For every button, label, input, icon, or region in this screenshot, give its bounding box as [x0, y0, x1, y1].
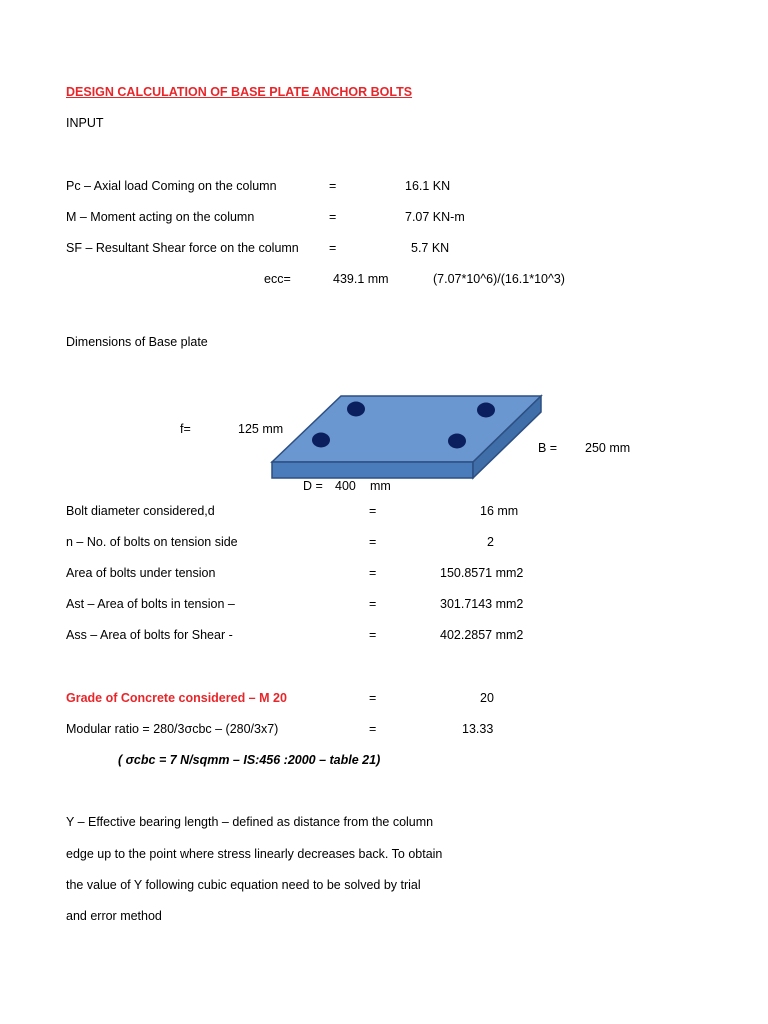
bolt-diameter-label: Bolt diameter considered,d: [66, 504, 215, 518]
modular-ratio-value: 13.33: [462, 722, 494, 736]
f-label: f=: [180, 422, 191, 436]
dimensions-heading: Dimensions of Base plate: [66, 335, 208, 349]
ast-value: 301.7143 mm2: [440, 597, 524, 611]
input-equals: =: [329, 210, 337, 224]
concrete-grade-value: 20: [480, 691, 494, 705]
d-value: 400: [335, 479, 356, 493]
input-value-moment: 7.07 KN-m: [405, 210, 465, 224]
bolt-area-tension-label: Area of bolts under tension: [66, 566, 216, 580]
modular-equals: =: [369, 722, 377, 736]
d-unit: mm: [370, 479, 391, 493]
bolt-equals: =: [369, 597, 377, 611]
page-title: DESIGN CALCULATION OF BASE PLATE ANCHOR BOLTS: [66, 85, 413, 99]
bolt-equals: =: [369, 535, 377, 549]
input-value-axial-load: 16.1 KN: [405, 179, 451, 193]
bolt-diameter-value: 16 mm: [480, 504, 519, 518]
ecc-value: 439.1 mm: [333, 272, 389, 286]
bolt-equals: =: [369, 566, 377, 580]
bolt-equals: =: [369, 504, 377, 518]
bolt-count-label: n – No. of bolts on tension side: [66, 535, 238, 549]
input-label-shear: SF – Resultant Shear force on the column: [66, 241, 299, 255]
b-value: 250 mm: [585, 441, 631, 455]
plate-front-face: [272, 462, 473, 478]
bolt-hole: [477, 403, 495, 418]
f-value: 125 mm: [238, 422, 284, 436]
bolt-equals: =: [369, 628, 377, 642]
input-equals: =: [329, 241, 337, 255]
ecc-formula: (7.07*10^6)/(16.1*10^3): [433, 272, 565, 286]
input-label-moment: M – Moment acting on the column: [66, 210, 255, 224]
ass-value: 402.2857 mm2: [440, 628, 524, 642]
input-equals: =: [329, 179, 337, 193]
modular-ratio-label: Modular ratio = 280/3σcbc – (280/3x7): [66, 722, 279, 736]
paragraph-line: the value of Y following cubic equation need to be solved by trial: [66, 878, 421, 892]
input-label-axial-load: Pc – Axial load Coming on the column: [66, 179, 277, 193]
bolt-hole: [312, 433, 330, 448]
bolt-count-value: 2: [487, 535, 494, 549]
ast-label: Ast – Area of bolts in tension –: [66, 597, 235, 611]
paragraph-line: Y – Effective bearing length – defined as distance from the column: [66, 815, 434, 829]
bolt-hole: [448, 434, 466, 449]
input-heading: INPUT: [66, 116, 104, 130]
code-reference-note: ( σcbc = 7 N/sqmm – IS:456 :2000 – table 21): [118, 753, 381, 767]
ecc-label: ecc=: [264, 272, 291, 286]
bolt-area-tension-value: 150.8571 mm2: [440, 566, 524, 580]
bolt-hole: [347, 402, 365, 417]
paragraph-line: and error method: [66, 909, 162, 923]
ass-label: Ass – Area of bolts for Shear -: [66, 628, 233, 642]
b-label: B =: [538, 441, 558, 455]
base-plate-diagram: [270, 390, 550, 482]
paragraph-line: edge up to the point where stress linearly decreases back. To obtain: [66, 847, 443, 861]
input-value-shear: 5.7 KN: [411, 241, 450, 255]
concrete-equals: =: [369, 691, 377, 705]
concrete-grade-label: Grade of Concrete considered – M 20: [66, 691, 287, 705]
d-label: D =: [303, 479, 323, 493]
